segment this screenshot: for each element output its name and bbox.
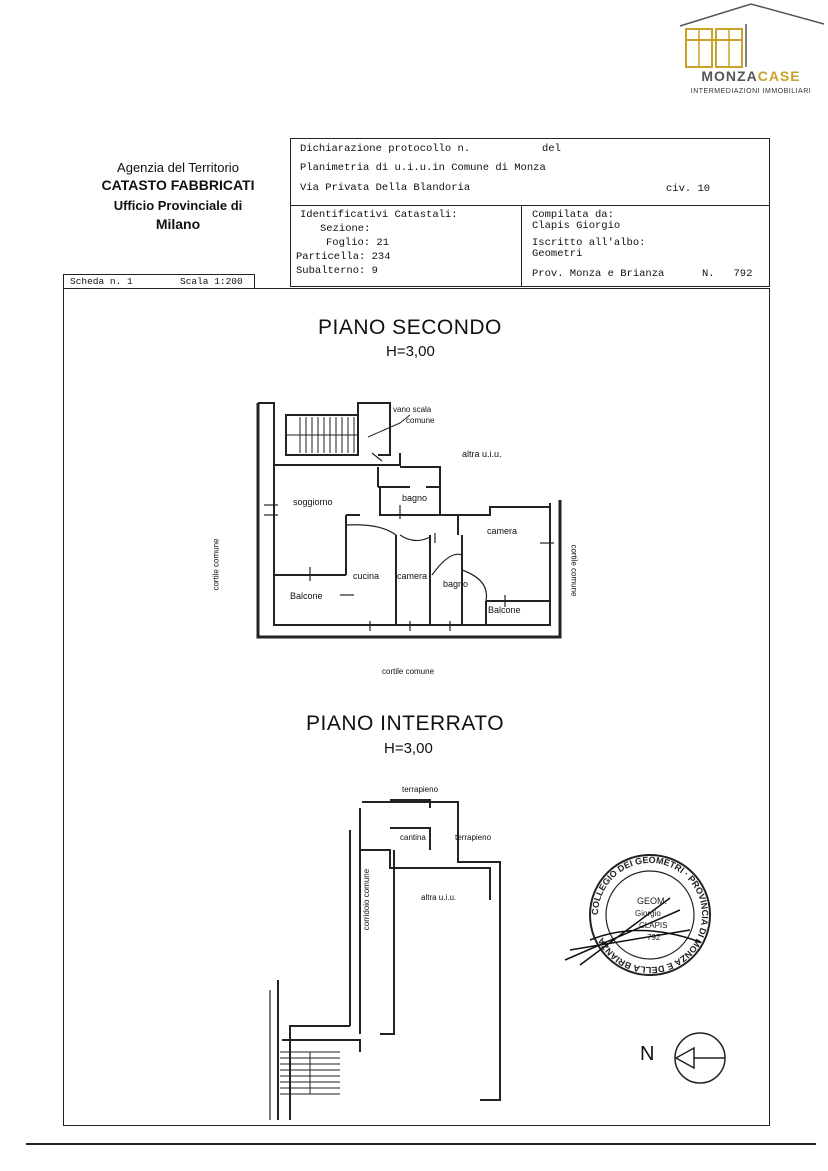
foglio: Foglio: 21 (326, 237, 390, 249)
catasto-title: CATASTO FABBRICATI (101, 177, 255, 193)
iscritto-label: Iscritto all'albo: (532, 237, 646, 249)
cortile-right-label: cortile comune (569, 544, 579, 597)
altra-uiu-label: altra u.i.u. (462, 449, 502, 459)
stamp-name2: CLAPIS (639, 921, 668, 930)
balcone-left-label: Balcone (290, 591, 323, 601)
vano-scala-comune-label: comune (406, 416, 435, 425)
north-letter: N (640, 1043, 655, 1065)
terrapieno-top-label: terrapieno (402, 785, 439, 794)
del-label: del (542, 143, 561, 155)
camera-right-label: camera (487, 526, 518, 536)
address: Via Privata Della Blandoria (300, 182, 471, 194)
ufficio-label: Ufficio Provinciale di (113, 198, 243, 213)
bagno-mid-label: bagno (443, 579, 469, 589)
bottom-rule (26, 1143, 816, 1145)
subalterno: Subalterno: 9 (296, 265, 378, 277)
compilata-name: Clapis Giorgio (532, 220, 621, 232)
dichiarazione-label: Dichiarazione protocollo n. (300, 143, 471, 155)
sezione: Sezione: (320, 223, 371, 235)
logo-wordmark: MONZACASE (701, 68, 801, 84)
vano-scala-label: vano scala (393, 405, 432, 414)
signature (560, 880, 710, 970)
albo-number: N. 792 (702, 268, 753, 280)
piano-interrato-title: PIANO INTERRATO (306, 712, 505, 735)
north-arrow-icon (670, 1030, 730, 1086)
scheda-number: Scheda n. 1 (70, 276, 133, 287)
corridoio-label: corridoio comune (362, 868, 372, 931)
balcone-right-label: Balcone (488, 605, 521, 615)
terrapieno-right-label: terrapieno (455, 833, 492, 842)
civic-number: civ. 10 (666, 183, 711, 195)
cortile-left-label: cortile comune (211, 538, 221, 591)
cucina-label: cucina (353, 571, 380, 581)
bagno-top-label: bagno (402, 493, 428, 503)
piano-secondo-height: H=3,00 (386, 343, 435, 360)
monzacase-logo (676, 2, 826, 100)
logo-tagline: INTERMEDIAZIONI IMMOBILIARI (690, 88, 812, 95)
identificativi-title: Identificativi Catastali: (300, 209, 458, 221)
floorplan-piano-secondo (250, 395, 570, 645)
stamp-geom: GEOM. (637, 896, 668, 906)
cortile-bottom-label: cortile comune (382, 667, 435, 676)
scala: Scala 1:200 (180, 276, 243, 287)
piano-interrato-height: H=3,00 (384, 740, 433, 757)
soggiorno-label: soggiorno (293, 497, 333, 507)
camera-mid-label: camera (397, 571, 428, 581)
cantina-label: cantina (400, 833, 426, 842)
agency-name: Agenzia del Territorio (117, 160, 239, 175)
ufficio-city: Milano (155, 216, 201, 232)
stamp-number: 792 (647, 933, 661, 942)
piano-secondo-title: PIANO SECONDO (318, 316, 502, 339)
planimetria-label: Planimetria di u.i.u.in Comune di Monza (300, 162, 546, 174)
particella: Particella: 234 (296, 251, 391, 263)
compilata-label: Compilata da: (532, 209, 614, 221)
stamp-name1: Giorgio (635, 909, 661, 918)
provincia: Prov. Monza e Brianza (532, 268, 665, 280)
albo-value: Geometri (532, 248, 583, 260)
stamp-ring-text: COLLEGIO DEI GEOMETRI · PROVINCIA DI MONZA E DELLA BRIANZA (589, 854, 711, 976)
altra-uiu-interrato-label: altra u.i.u. (421, 893, 457, 902)
